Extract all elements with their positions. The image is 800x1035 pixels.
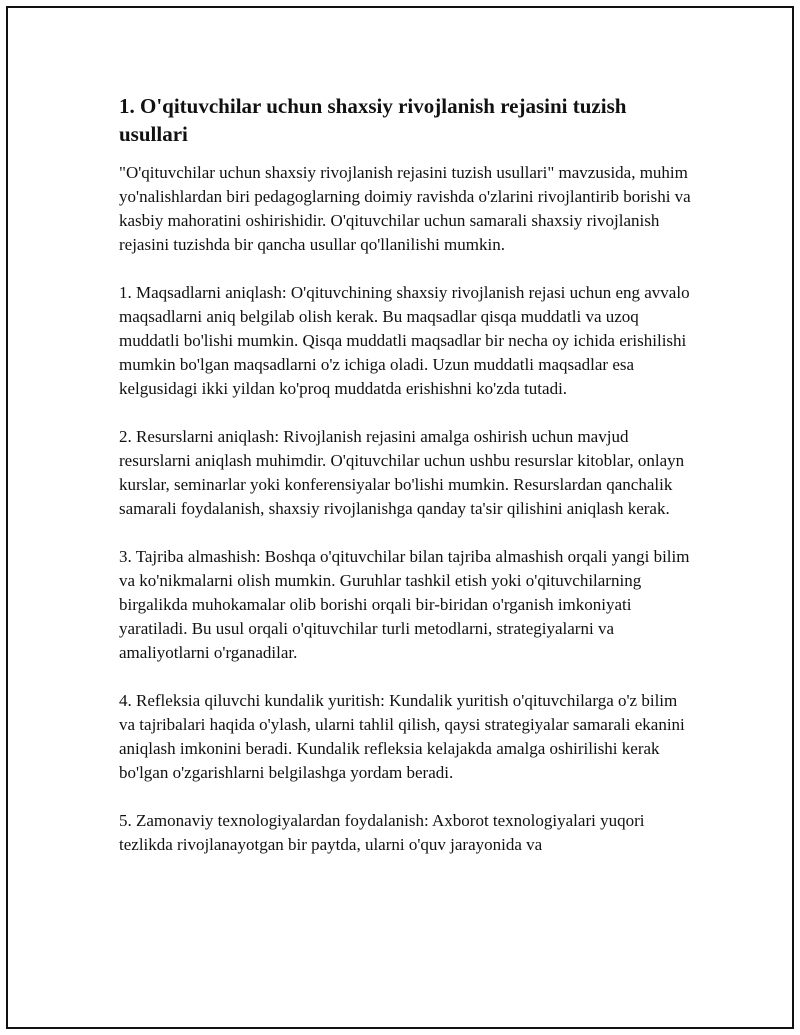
paragraph-experience: 3. Tajriba almashish: Boshqa o'qituvchilar bilan tajriba almashish orqali yangi bilim va ko'nikmalarni olish mumkin. Guruhlar tashkil etish yoki o'qituvchilarning birgalikda muhokamalar olib borishi orqali bir-biridan o'rganish imkoniyati yaratiladi. Bu usul orqali o'qituvchilar turli metodlarni, strategiyalarni va amaliyotlarni o'rganadilar. [119, 547, 690, 662]
paragraph-goals: 1. Maqsadlarni aniqlash: O'qituvchining shaxsiy rivojlanish rejasi uchun eng avvalo maqsadlarni aniq belgilab olish kerak. Bu maqsadlar qisqa muddatli va uzoq muddatli bo'lishi mumkin. Qisqa muddatli maqsadlar bir necha oy ichida erishilishi mumkin bo'lgan maqsadlarni o'z ichiga oladi. Uzun muddatli maqsadlar esa kelgusidagi ikki yildan ko'proq muddatda erishishni ko'zda tutadi. [119, 283, 690, 398]
document-heading: 1. O'qituvchilar uchun shaxsiy rivojlanish rejasini tuzish usullari [119, 94, 627, 146]
paragraph-intro: "O'qituvchilar uchun shaxsiy rivojlanish rejasini tuzish usullari" mavzusida, muhim yo'nalishlardan biri pedagoglarning doimiy ravishda o'zlarini rivojlantirib borishi va kasbiy mahoratini oshirishidir. O'qituvchilar uchun samarali shaxsiy rivojlanish rejasini tuzishda bir qancha usullar qo'llanilishi mumkin. [119, 163, 691, 254]
page-frame [6, 6, 794, 1029]
paragraph-technology: 5. Zamonaviy texnologiyalardan foydalanish: Axborot texnologiyalari yuqori tezlikda rivojlanayotgan bir paytda, ularni o'quv jarayonida va [119, 811, 645, 854]
document-body [119, 92, 694, 881]
paragraph-resources: 2. Resurslarni aniqlash: Rivojlanish rejasini amalga oshirish uchun mavjud resurslarni aniqlash muhimdir. O'qituvchilar uchun ushbu resurslar kitoblar, onlayn kurslar, seminarlar yoki konferensiyalar bo'lishi mumkin. Resurslardan qanchalik samarali foydalanish, shaxsiy rivojlanishga qanday ta'sir qilishini aniqlash kerak. [119, 427, 685, 518]
paragraph-reflection: 4. Refleksia qiluvchi kundalik yuritish: Kundalik yuritish o'qituvchilarga o'z bilim va tajribalari haqida o'ylash, ularni tahlil qilish, qaysi strategiyalar samarali ekanini aniqlash imkonini beradi. Kundalik refleksia kelajakda amalga oshirilishi kerak bo'lgan o'zgarishlarni belgilashga yordam beradi. [119, 691, 685, 782]
